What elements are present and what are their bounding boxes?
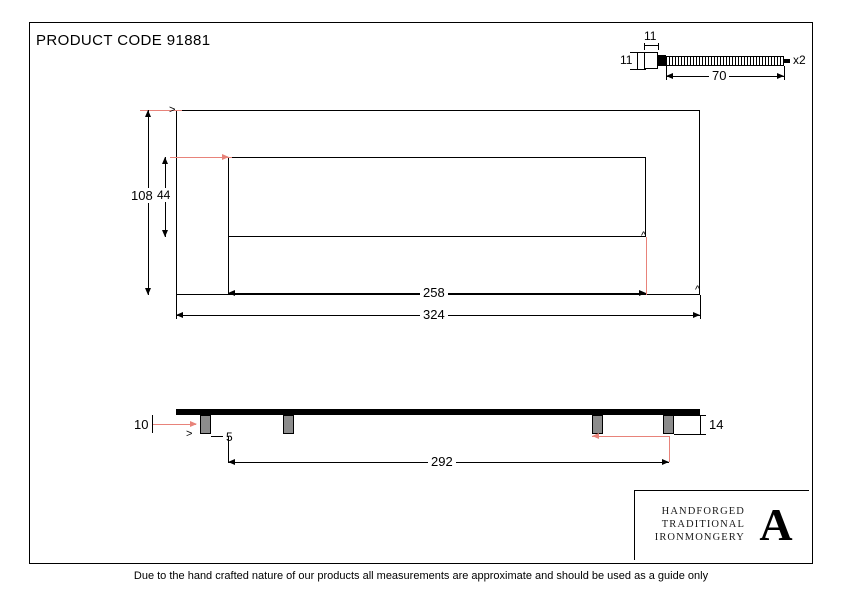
anvil-logo-icon: [752, 500, 800, 550]
side-lug-2: [283, 415, 294, 434]
aperture-height-arrow-top: [162, 157, 168, 164]
overall-height-value: 108: [128, 188, 156, 203]
screw-thread: [666, 57, 784, 65]
side-depth-arrow: [190, 421, 197, 427]
aperture-width-arrow-right: [639, 290, 646, 296]
logo-line-2: TRADITIONAL: [661, 519, 745, 530]
side-lug-1: [200, 415, 211, 434]
side-lug-height-value: 14: [706, 417, 726, 432]
page-title: PRODUCT CODE 91881: [36, 32, 211, 49]
logo-line-1: HANDFORGED: [661, 506, 745, 517]
overall-width-arrow-left: [176, 312, 183, 318]
screw-quantity-value: x2: [790, 53, 809, 67]
side-lug-ext-top: [674, 415, 706, 416]
aperture-width-arrow-left: [228, 290, 235, 296]
fixing-centres-arrow-left: [228, 459, 235, 465]
overall-width-ext-right: [700, 295, 701, 319]
aperture-width-ext-left: [228, 237, 229, 295]
screw-head-height-dim-line: [637, 52, 638, 69]
side-depth-caret: >: [186, 428, 193, 440]
fixing-centres-leader: [592, 436, 670, 437]
side-thickness-value: 5: [223, 430, 236, 444]
screw-thread-bottom-line: [666, 65, 784, 66]
screw-length-value: 70: [709, 68, 729, 83]
side-lug-3: [592, 415, 603, 434]
aperture-height-arrow-bottom: [162, 230, 168, 237]
logo-tagline: [650, 505, 745, 544]
screw-head-width-value: 11: [641, 29, 659, 43]
side-plate-bar: [176, 409, 700, 415]
screw-head-height-ext-bottom: [630, 69, 646, 70]
front-aperture-outline: [228, 157, 646, 237]
screw-head-height-value: 11: [617, 53, 635, 67]
disclaimer-note: Due to the hand crafted nature of our products all measurements are approximate and should be used as a guide only: [133, 570, 709, 582]
aperture-width-value: 258: [420, 285, 448, 300]
side-depth-dim-line: [152, 415, 153, 433]
screw-length-arrow-left: [666, 73, 673, 79]
side-lug-dim-line: [700, 415, 701, 434]
screw-length-ext-right: [784, 66, 785, 80]
overall-height-caret-top: >: [169, 104, 176, 116]
fixing-centres-arrow-right: [662, 459, 669, 465]
overall-width-caret: ^: [695, 284, 701, 296]
overall-height-arrow-bottom: [145, 288, 151, 295]
overall-width-arrow-right: [693, 312, 700, 318]
screw-length-arrow-right: [777, 73, 784, 79]
aperture-height-leader-arrow: [222, 154, 229, 160]
overall-width-value: 324: [420, 307, 448, 322]
aperture-width-caret: ^: [641, 230, 647, 242]
aperture-height-value: 44: [154, 188, 173, 202]
screw-head-rect: [644, 52, 658, 69]
fixing-centres-leader-arrow: [592, 433, 599, 439]
side-depth-value: 10: [131, 417, 151, 432]
side-lug-ext-bottom: [674, 434, 706, 435]
logo-line-3: IRONMONGERY: [654, 532, 745, 543]
side-lug-4: [663, 415, 674, 434]
screw-head-width-dim-line: [644, 45, 658, 46]
side-thickness-leader: [211, 436, 223, 437]
overall-height-arrow-top: [145, 110, 151, 117]
aperture-width-ext-right: [646, 237, 647, 295]
screw-thread-top-line: [666, 56, 784, 57]
fixing-centres-value: 292: [428, 454, 456, 469]
screw-shoulder: [658, 55, 666, 66]
fixing-centres-ext-right: [669, 436, 670, 462]
logo-mark-letter: A: [759, 499, 793, 550]
